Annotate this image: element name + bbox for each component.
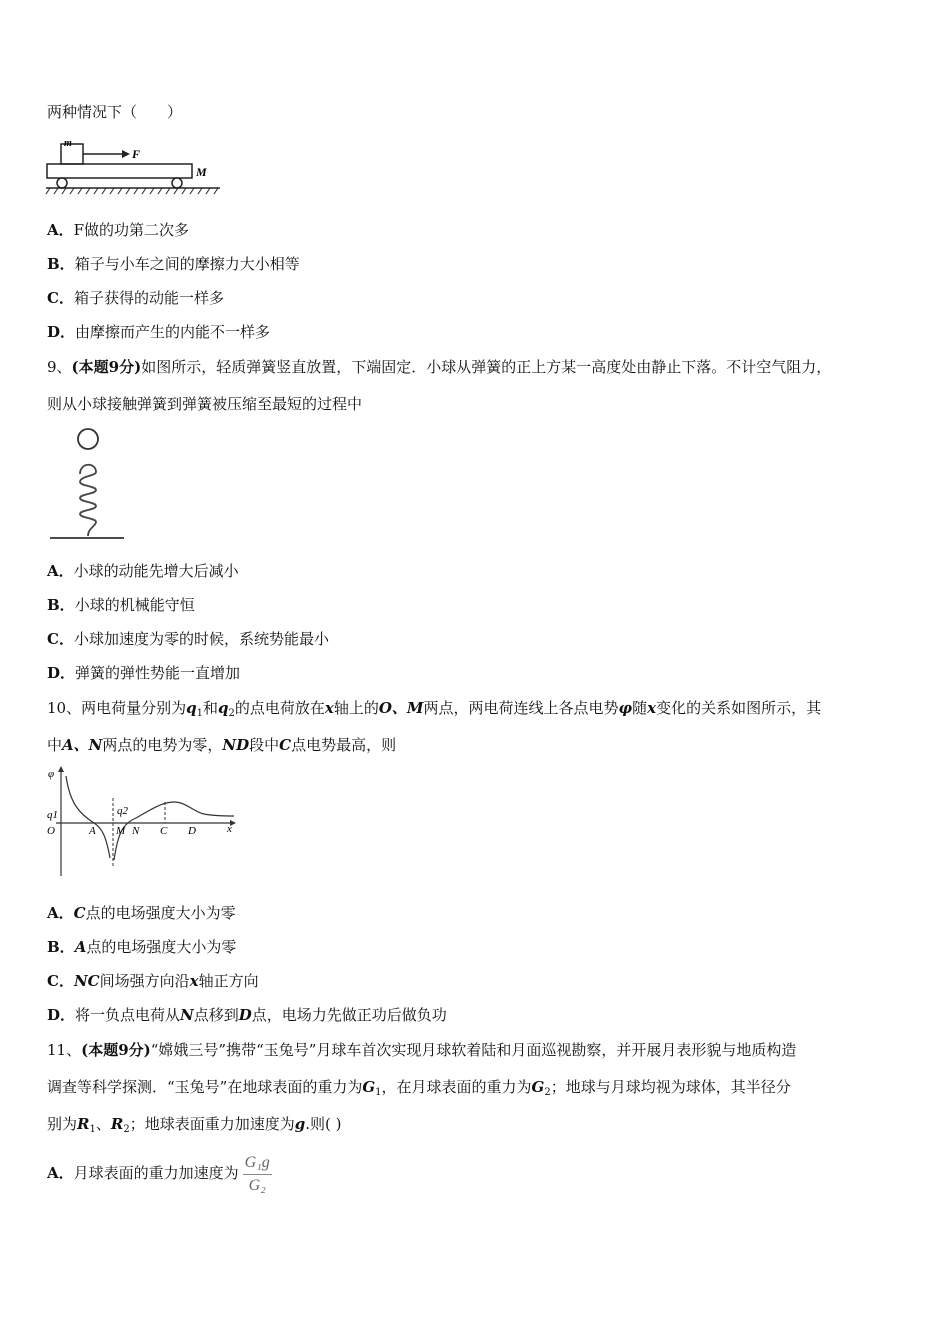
q9-figure-ball-spring xyxy=(44,426,134,544)
q8-option-d[interactable]: D．由摩擦而产生的内能不一样多 xyxy=(47,323,271,341)
q10-graph-label-C: C xyxy=(160,825,168,837)
q10-graph-label-q1: q1 xyxy=(47,809,58,821)
q8-option-b[interactable]: B．箱子与小车之间的摩擦力大小相等 xyxy=(47,255,300,273)
q10-figure-potential-graph xyxy=(44,764,244,880)
q9-option-d[interactable]: D．弹簧的弹性势能一直增加 xyxy=(47,664,241,682)
q10-graph-label-N: N xyxy=(132,825,140,837)
q10-graph-label-M: M xyxy=(116,825,126,837)
q9-stem-line2: 则从小球接触弹簧到弹簧被压缩至最短的过程中 xyxy=(47,395,363,413)
q10-graph-label-q2: q2 xyxy=(117,805,128,817)
q10-graph-label-phi: φ xyxy=(48,768,55,780)
q10-stem-line1: 10、两电荷量分别为$q_1$和$q_2$的点电荷放在x轴上的O、M两点，两电荷连线上各点电势φ随x变化的关系如图所示，其 xyxy=(47,699,822,719)
q11-stem-line1: 11、(本题9分)“嫦娥三号”携带“玉兔号”月球车首次实现月球软着陆和月面巡视勘察，并开展月表形貌与地质构造 xyxy=(47,1041,797,1059)
q10-option-b[interactable]: B．A点的电场强度大小为零 xyxy=(47,938,237,956)
q10-option-d[interactable]: D．将一负点电荷从N点移到D点，电场力先做正功后做负功 xyxy=(47,1006,447,1024)
q9-option-b[interactable]: B．小球的机械能守恒 xyxy=(47,596,195,614)
q10-option-a[interactable]: A．C点的电场强度大小为零 xyxy=(47,904,236,922)
q9-stem-line1: 9、(本题9分)如图所示，轻质弹簧竖直放置，下端固定．小球从弹簧的正上方某一高度处由静止下落。不计空气阻力， xyxy=(47,358,832,376)
q10-stem-line2: 中A、N两点的电势为零，ND段中C点电势最高，则 xyxy=(47,736,397,754)
q8-stem-tail: 两种情况下（ ） xyxy=(47,103,183,121)
q11-option-a[interactable]: A．月球表面的重力加速度为 $\frac{\text{G₁g}}{\text{G₂}}$ xyxy=(47,1148,272,1198)
q10-graph-label-x: x xyxy=(227,823,232,835)
q11-stem-line3: 别为$R_1$、$R_2$；地球表面重力加速度为g.则( ) xyxy=(47,1115,342,1135)
q10-graph-label-D: D xyxy=(188,825,196,837)
q8-option-a[interactable]: A．F做的功第二次多 xyxy=(47,221,190,239)
q8-label-M: M xyxy=(196,165,207,179)
q10-graph-label-O: O xyxy=(47,825,55,837)
q8-figure-box-on-cart xyxy=(44,136,224,198)
q9-option-c[interactable]: C．小球加速度为零的时候，系统势能最小 xyxy=(47,630,329,648)
q10-graph-label-A: A xyxy=(89,825,96,837)
q11-option-a-fraction: $\frac{\text{G₁g}}{\text{G₂}}$ xyxy=(244,1153,270,1194)
q8-option-c[interactable]: C．箱子获得的动能一样多 xyxy=(47,289,224,307)
q10-option-c[interactable]: C．NC间场强方向沿x轴正方向 xyxy=(47,972,259,990)
q11-stem-line2: 调查等科学探测．“玉兔号”在地球表面的重力为$G_1$，在月球表面的重力为$G_2$；地球与月球均视为球体，其半径分 xyxy=(47,1078,791,1098)
q8-label-F: F xyxy=(132,147,141,161)
q8-label-m: m xyxy=(64,138,72,149)
q9-option-a[interactable]: A．小球的动能先增大后减小 xyxy=(47,562,239,580)
